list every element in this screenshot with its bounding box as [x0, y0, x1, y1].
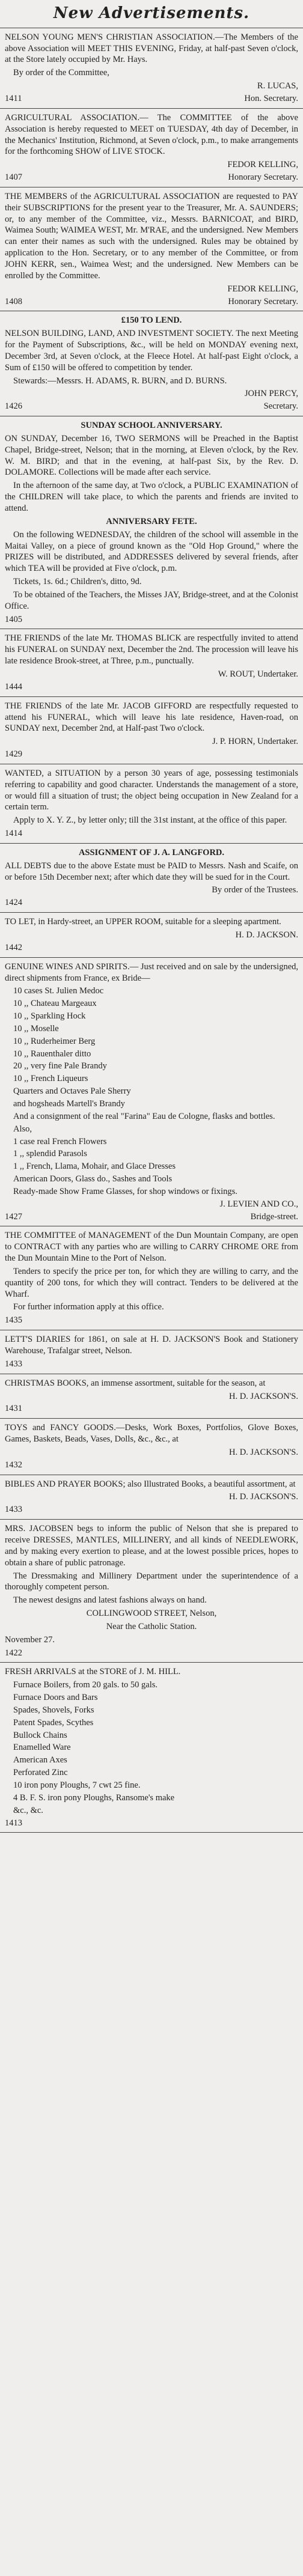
- ad-list-item: Perforated Zinc: [13, 1768, 68, 1778]
- ad-list-item: American Doors, Glass do., Sashes and Tools: [13, 1174, 173, 1184]
- ad-text: LETT'S DIARIES for 1861, on sale at H. D. JACKSON'S Book and Stationery Warehouse, Trafalgar street, Nelson.: [5, 1335, 298, 1356]
- ad-footer: [5, 1818, 298, 1829]
- ad-list-item: Patent Spades, Scythes: [13, 1717, 94, 1728]
- ad-number: 1411: [5, 94, 22, 104]
- ad-title: ASSIGNMENT OF J. A. LANGFORD.: [78, 847, 225, 857]
- ad-number: 1432: [5, 1460, 22, 1470]
- ad-list-item: 10 ,, Chateau Margeaux: [13, 999, 97, 1009]
- ad-footer: [5, 93, 298, 105]
- ad-text: The Dressmaking and Millinery Department under the superintendence of a thoroughly competent person.: [5, 1571, 298, 1592]
- ad-signature: H. D. JACKSON'S.: [228, 1492, 298, 1502]
- ad-number: 1424: [5, 898, 22, 908]
- ad-number: 1429: [5, 749, 22, 760]
- ad-footer: [5, 1648, 298, 1659]
- ad-text: CHRISTMAS BOOKS, an immense assortment, suitable for the season, at: [5, 1378, 266, 1388]
- ad-list-item: 10 ,, Ruderheimer Berg: [13, 1036, 96, 1046]
- ad-number: 1422: [5, 1648, 22, 1658]
- ad-footer: [5, 828, 298, 839]
- ad-subtitle: ANNIVERSARY FETE.: [106, 516, 197, 526]
- ad-number: 1444: [5, 681, 22, 692]
- ad-text: GENUINE WINES AND SPIRITS.— Just received and on sale by the undersigned, direct shipments from France, ex Bride—: [5, 961, 298, 983]
- advertisements-column: [0, 28, 303, 1833]
- ad-title: £150 TO LEND.: [121, 315, 182, 326]
- ad-number: 1408: [5, 296, 22, 306]
- ad-footer: [5, 296, 298, 308]
- advertisement-fresh: [0, 1663, 303, 1833]
- ad-text: THE FRIENDS of the late Mr. JACOB GIFFORD are respectfully requested to attend his FUNERAL, which will leave his late residence, Haven-road, on SUNDAY next, December 2nd, at Half-past Two o'clock.: [5, 701, 298, 734]
- advertisement-sunday: [0, 416, 303, 629]
- ad-footer: [5, 1315, 298, 1326]
- advertisement-bibles: [0, 1475, 303, 1520]
- ad-text: Tenders to specify the price per ton, for which they are willing to carry, and the quantity of 200 tons, for which they will contract. Tenders to be delivered at the Wharf.: [5, 1266, 298, 1299]
- ad-list-item: 10 ,, Rauenthaler ditto: [13, 1049, 91, 1059]
- ad-footer: [5, 1211, 298, 1223]
- ad-signature-title: Bridge-street.: [250, 1211, 298, 1222]
- ad-text: AGRICULTURAL ASSOCIATION.— The COMMITTEE of the above Association is hereby requested to MEET on TUESDAY, 4th day of December, in the Mechanics' Institution, Richmond, at Seven o'clock, p.m., to make arrangements for the forthcoming SHOW of LIVE STOCK.: [5, 112, 298, 157]
- ad-text: THE MEMBERS of the AGRICULTURAL ASSOCIATION are requested to PAY their SUBSCRIPTIONS for the present year to the Treasurer, Mr. A. SAUNDERS; or, to any member of the Committee, viz., Messrs. BARNICOAT, and BIRD, Waimea South; WAIMEA WEST, Mr. M'RAE, and the undersigned. New Members can enter their names as such with the undersigned. Rules may be obtained by application to the Hon. Secretary, or to any member of the Committee, or from JOHN KERR, sen., Waimea West; and the undersigned. New Members can be enrolled by the Committee.: [5, 191, 298, 281]
- ad-address: COLLINGWOOD STREET, Nelson,: [86, 1609, 217, 1619]
- ad-list-item: 20 ,, very fine Pale Brandy: [13, 1061, 107, 1071]
- ad-title: SUNDAY SCHOOL ANNIVERSARY.: [81, 421, 222, 431]
- ad-signature: JOHN PERCY,: [244, 389, 298, 399]
- ad-number: 1442: [5, 942, 22, 952]
- ad-list-item: Also,: [13, 1124, 32, 1134]
- advertisement-toys: [0, 1419, 303, 1475]
- ad-number: 1414: [5, 829, 22, 839]
- ad-signature: R. LUCAS,: [257, 81, 298, 91]
- ad-footer: [5, 1359, 298, 1370]
- ad-date: November 27.: [5, 1634, 55, 1645]
- ad-list-item: Spades, Shovels, Forks: [13, 1705, 94, 1715]
- ad-list-item: 1 ,, splendid Parasols: [13, 1149, 87, 1159]
- ad-address-note: Near the Catholic Station.: [106, 1621, 197, 1631]
- ad-text: NELSON BUILDING, LAND, AND INVESTMENT SOCIETY. The next Meeting for the Payment of Subscriptions, &c., will be held on MONDAY evening next, December 3rd, at Seven o'clock, at the Fleece Hotel. At half-past Eight o'clock, a Sum of £150 will be offered to competition by tender.: [5, 329, 298, 373]
- ad-text: WANTED, a SITUATION by a person 30 years of age, possessing testimonials referring to capability and good character. Understands the management of a store, or would fill a situation of trust; the object being occupation in New Zealand for a certain term.: [5, 768, 298, 812]
- advertisement-jacobsen: [0, 1520, 303, 1663]
- ad-text: Apply to X. Y. Z., by letter only; till the 31st instant, at the office of this paper.: [13, 815, 287, 826]
- ad-footer: [5, 749, 298, 760]
- ad-signature-title: Honorary Secretary.: [228, 172, 298, 183]
- advertisement-horn: [0, 697, 303, 764]
- ad-text: In the afternoon of the same day, at Two o'clock, a PUBLIC EXAMINATION of the CHILDREN will take place, to which the parents and friends are invited to attend.: [5, 481, 298, 514]
- advertisement-wines: [0, 958, 303, 1227]
- ad-footer: [5, 1460, 298, 1471]
- ad-number: 1433: [5, 1359, 22, 1369]
- ad-signature: H. D. JACKSON.: [235, 930, 298, 940]
- ad-text: FRESH ARRIVALS at the STORE of J. M. HILL.: [5, 1667, 181, 1677]
- advertisement-rout: [0, 629, 303, 696]
- ad-text: For further information apply at this office.: [13, 1302, 164, 1312]
- ad-list-item: 10 cases St. Julien Medoc: [13, 986, 104, 996]
- ad-list-item: Ready-made Show Frame Glasses, for shop windows or fixings.: [13, 1186, 237, 1196]
- ad-list-item: 10 ,, Moselle: [13, 1023, 59, 1034]
- ad-list-item: American Axes: [13, 1755, 67, 1765]
- ad-signature: FEDOR KELLING,: [227, 160, 298, 170]
- ad-signature: By order of the Trustees.: [212, 885, 298, 895]
- ad-footer: [5, 1504, 298, 1515]
- ad-text: TO LET, in Hardy-street, an UPPER ROOM, suitable for a sleeping apartment.: [5, 917, 281, 927]
- ad-number: 1413: [5, 1818, 22, 1828]
- ad-list-item: And a consignment of the real "Farina" Eau de Cologne, flasks and bottles.: [13, 1111, 275, 1121]
- ad-number: 1431: [5, 1404, 22, 1414]
- ad-footer: [5, 681, 298, 693]
- ad-signature: H. D. JACKSON'S.: [228, 1447, 298, 1457]
- ad-list-item: Quarters and Octaves Pale Sherry: [13, 1086, 131, 1097]
- ad-number: 1405: [5, 614, 22, 624]
- advertisement-dunmountain: [0, 1226, 303, 1330]
- ad-footer: [5, 401, 298, 412]
- ad-signature: J. P. HORN, Undertaker.: [212, 737, 298, 747]
- ad-footer: [5, 942, 298, 954]
- ad-list-item: 4 B. F. S. iron pony Ploughs, Ransome's make: [13, 1792, 175, 1803]
- ad-list-item: 10 iron pony Ploughs, 7 cwt 25 fine.: [13, 1780, 141, 1791]
- ad-list-item: &c., &c.: [13, 1805, 43, 1815]
- ad-list-item: 1 case real French Flowers: [13, 1136, 107, 1146]
- ad-list-item: Bullock Chains: [13, 1730, 67, 1740]
- ad-number: 1427: [5, 1211, 22, 1222]
- ad-list-item: Furnace Doors and Bars: [13, 1693, 98, 1703]
- ad-text: TOYS and FANCY GOODS.—Desks, Work Boxes, Portfolios, Glove Boxes, Games, Baskets, Beads, Vases, Dolls, &c., &c., at: [5, 1423, 298, 1445]
- ad-list-item: 10 ,, French Liqueurs: [13, 1074, 88, 1084]
- ad-text: Tickets, 1s. 6d.; Children's, ditto, 9d.: [13, 577, 142, 587]
- ad-signature-title: Honorary Secretary.: [228, 296, 298, 306]
- advertisement-letts: [0, 1330, 303, 1374]
- ad-text: ON SUNDAY, December 16, TWO SERMONS will be Preached in the Baptist Chapel, Bridge-street, Nelson; that in the morning, at Eleven o'clock, by the Rev. W. M. BIRD; and that in the evening, at half-past Six, by the Rev. D. DOLAMORE. Collections will be made after each service.: [5, 433, 298, 478]
- advertisement-situation: [0, 764, 303, 844]
- ad-text: NELSON YOUNG MEN'S CHRISTIAN ASSOCIATION.—The Members of the above Association will MEET THIS EVENING, Friday, at half-past Seven o'clock, at the Store lately occupied by Mr. Hays.: [5, 32, 298, 65]
- ad-text: To be obtained of the Teachers, the Misses JAY, Bridge-street, and at the Colonist Office.: [5, 589, 298, 611]
- ad-text: On the following WEDNESDAY, the children of the school will assemble in the Maitai Valley, on a piece of ground known as the "Old Hop Ground," where the PRIZES will be distributed, and ADDRESSES delivered by several friends, after which TEA will be provided at Five o'clock, p.m.: [5, 529, 298, 574]
- ad-footer: [5, 172, 298, 183]
- ad-footer: [5, 1403, 298, 1414]
- advertisement-langford: [0, 844, 303, 913]
- ad-text: THE FRIENDS of the late Mr. THOMAS BLICK are respectfully invited to attend his FUNERAL on SUNDAY next, December the 2nd. The procession will leave his late residence Brook-street, at Three, p.m., punctually.: [5, 633, 298, 666]
- ad-text: MRS. JACOBSEN begs to inform the public of Nelson that she is prepared to receive DRESSES, MANTLES, MILLINERY, and all kinds of NEEDLEWORK, and by making every exertion to please, and at the lowest possible prices, hopes to obtain a share of public patronage.: [5, 1524, 298, 1568]
- ad-text: BIBLES AND PRAYER BOOKS; also Illustrated Books, a beautiful assortment, at: [5, 1479, 296, 1489]
- ad-text: The newest designs and latest fashions always on hand.: [13, 1595, 207, 1606]
- advertisement-ymca: [0, 28, 303, 109]
- ad-text: ALL DEBTS due to the above Estate must be PAID to Messrs. Nash and Scaife, on or before 15th December next; after which date they will be sued for in the Court.: [5, 860, 298, 882]
- advertisement-agri2: [0, 187, 303, 311]
- advertisement-building: [0, 311, 303, 416]
- advertisement-let: [0, 913, 303, 958]
- ad-text: By order of the Committee,: [13, 68, 109, 78]
- ad-list-item: and hogsheads Martell's Brandy: [13, 1098, 125, 1109]
- ad-text: THE COMMITTEE of MANAGEMENT of the Dun Mountain Company, are open to CONTRACT with any parties who are willing to CARRY CHROME ORE from the Dun Mountain Mine to the Port of Nelson.: [5, 1231, 298, 1264]
- ad-footer: [5, 614, 298, 626]
- ad-number: 1433: [5, 1505, 22, 1515]
- ad-number: 1407: [5, 172, 22, 183]
- ad-signature: W. ROUT, Undertaker.: [218, 669, 298, 679]
- ad-list-item: Furnace Boilers, from 20 gals. to 50 gals.: [13, 1680, 158, 1690]
- ad-signature-title: Secretary.: [263, 401, 298, 412]
- masthead-title: New Advertisements.: [0, 0, 303, 28]
- ad-number: 1426: [5, 401, 22, 412]
- ad-list-item: Enamelled Ware: [13, 1743, 71, 1753]
- ad-list-item: 10 ,, Sparkling Hock: [13, 1011, 86, 1022]
- ad-signature-title: Hon. Secretary.: [244, 94, 298, 104]
- ad-number: 1435: [5, 1315, 22, 1326]
- ad-signature: H. D. JACKSON'S.: [228, 1391, 298, 1401]
- ad-list-item: 1 ,, French, Llama, Mohair, and Glace Dresses: [13, 1162, 176, 1172]
- ad-footer: [5, 897, 298, 909]
- ad-signature: FEDOR KELLING,: [227, 284, 298, 294]
- advertisement-christmas: [0, 1374, 303, 1419]
- ad-text: Stewards:—Messrs. H. ADAMS, R. BURN, and D. BURNS.: [13, 376, 227, 386]
- ad-signature: J. LEVIEN AND CO.,: [219, 1199, 298, 1209]
- advertisement-agri1: [0, 109, 303, 187]
